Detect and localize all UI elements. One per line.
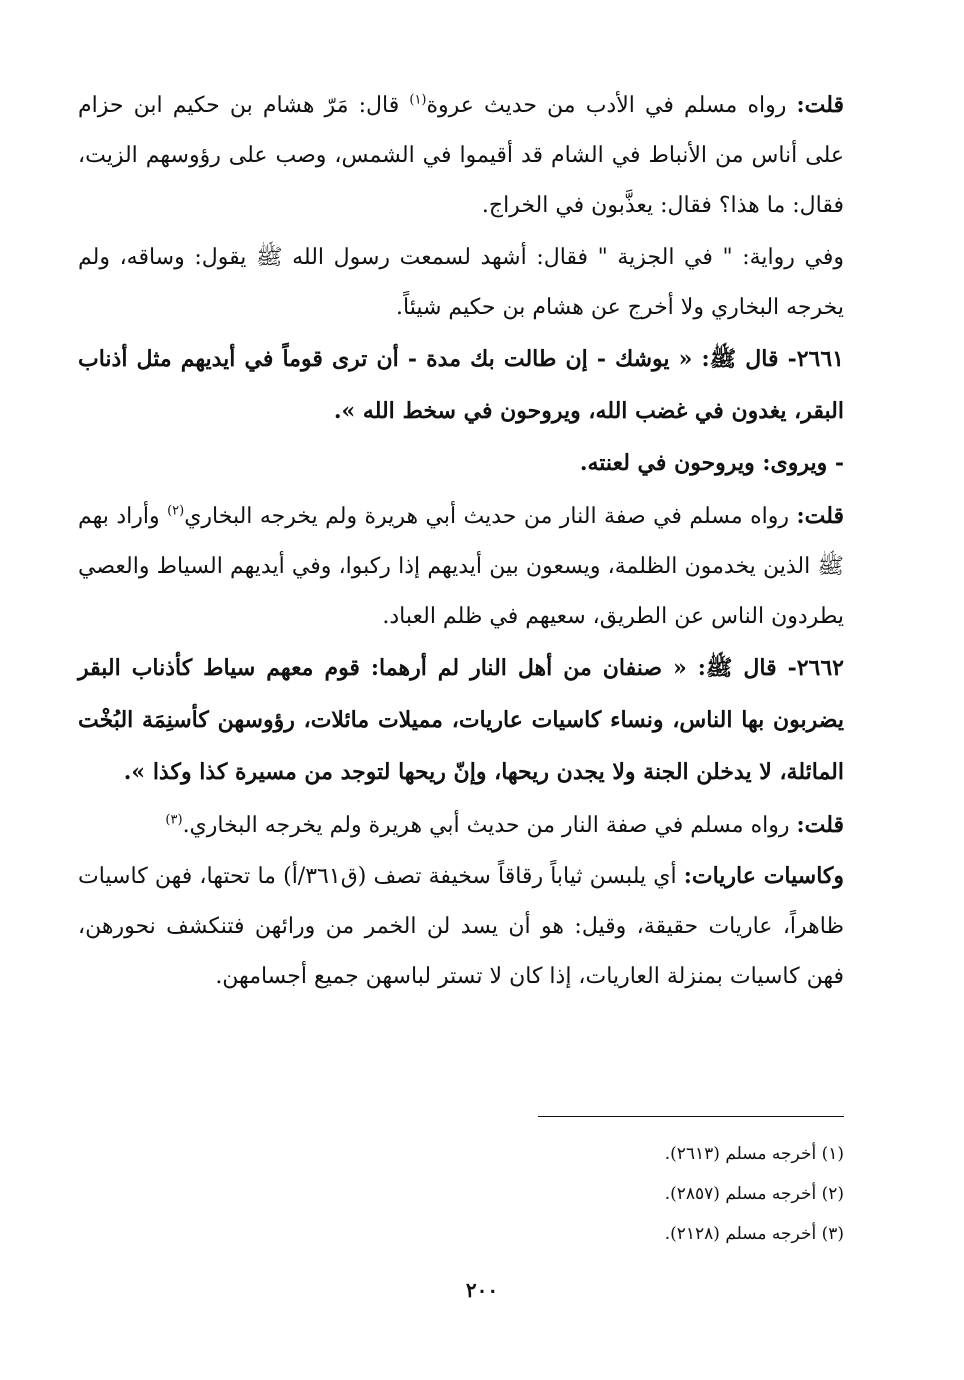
paragraph-1 <box>78 80 844 231</box>
hadith-text: - ويروى: ويروحون في لعنته. <box>579 450 844 476</box>
paragraph-text: أي يلبسن ثياباً رقاقاً سخيفة تصف (ق٣٦١/أ) ما تحتها، فهن كاسيات ظاهراً، عاريات حقيقة، وقيل: هو أن يسد لن الخمر من ورائهن فتنكشف نحورهن، فهن كاسيات بمنزلة العاريات، إذا كان لا تستر لباسهن جميع أجسامهن. <box>78 864 844 989</box>
paragraph-label: قلت: <box>796 812 844 838</box>
footnote-3: (٣) أخرجه مسلم (٢١٢٨). <box>664 1224 844 1244</box>
paragraph-5 <box>78 491 844 642</box>
page-number: ٢٠٠ <box>465 1278 499 1302</box>
hadith-variant <box>78 437 844 489</box>
footnote-ref[interactable]: (٣) <box>165 812 183 828</box>
paragraph-text: قال: مَرّ هشام بن حكيم ابن حزام على أناس من الأنباط في الشام قد أقيموا في الشمس، وصب على رؤوسهم الزيت، فقال: ما هذا؟ فقال: يعذَّبون في الخراج. <box>78 93 844 218</box>
paragraph-text: رواه مسلم في صفة النار من حديث أبي هريرة ولم يخرجه البخاري <box>184 504 797 529</box>
footnotes-list <box>665 1134 844 1254</box>
paragraph-8 <box>78 851 844 1002</box>
hadith-2662 <box>78 642 844 798</box>
hadith-text: ٢٦٦٢- قال ﷺ: « صنفان من أهل النار لم أرهما: قوم معهم سياط كأذناب البقر يضربون بها الناس، ونساء كاسيات عاريات، مميلات مائلات، رؤوسهن كأسنِمَة البُخْت المائلة، لا يدخلن الجنة ولا يجدن ريحها، وإنّ ريحها لتوجد من مسيرة كذا وكذا ». <box>78 655 844 785</box>
paragraph-2 <box>78 233 844 333</box>
paragraph-text: وفي رواية: " في الجزية " فقال: أشهد لسمعت رسول الله ﷺ يقول: وساقه، ولم يخرجه البخاري ولا أخرج عن هشام بن حكيم شيئاً. <box>78 245 844 320</box>
paragraph-text: رواه مسلم في صفة النار من حديث أبي هريرة ولم يخرجه البخاري. <box>182 813 797 838</box>
paragraph-text: وأراد بهم ﷺ الذين يخدمون الظلمة، ويسعون بين أيديهم إذا ركبوا، وفي أيديهم السياط والعصي يطردون الناس عن الطريق، سعيهم في ظلم العباد. <box>78 504 844 629</box>
footnote-2: (٢) أخرجه مسلم (٢٨٥٧). <box>664 1184 844 1204</box>
hadith-2661 <box>78 333 844 437</box>
footnote-ref[interactable]: (٢) <box>167 503 185 519</box>
paragraph-text: رواه مسلم في الأدب من حديث عروة <box>426 93 797 118</box>
footnote-divider <box>538 1116 844 1117</box>
paragraph-label: قلت: <box>796 92 844 118</box>
paragraph-label: وكاسيات عاريات: <box>683 863 844 889</box>
paragraph-7 <box>78 800 844 851</box>
footnote-ref[interactable]: (١) <box>409 92 427 108</box>
hadith-text: ٢٦٦١- قال ﷺ: « يوشك - إن طالت بك مدة - أن ترى قوماً في أيديهم مثل أذناب البقر، يغدون في غضب الله، ويروحون في سخط الله ». <box>78 346 844 424</box>
footnote-1: (١) أخرجه مسلم (٢٦١٣). <box>664 1144 844 1164</box>
page-body <box>78 80 844 1002</box>
paragraph-label: قلت: <box>796 503 844 529</box>
